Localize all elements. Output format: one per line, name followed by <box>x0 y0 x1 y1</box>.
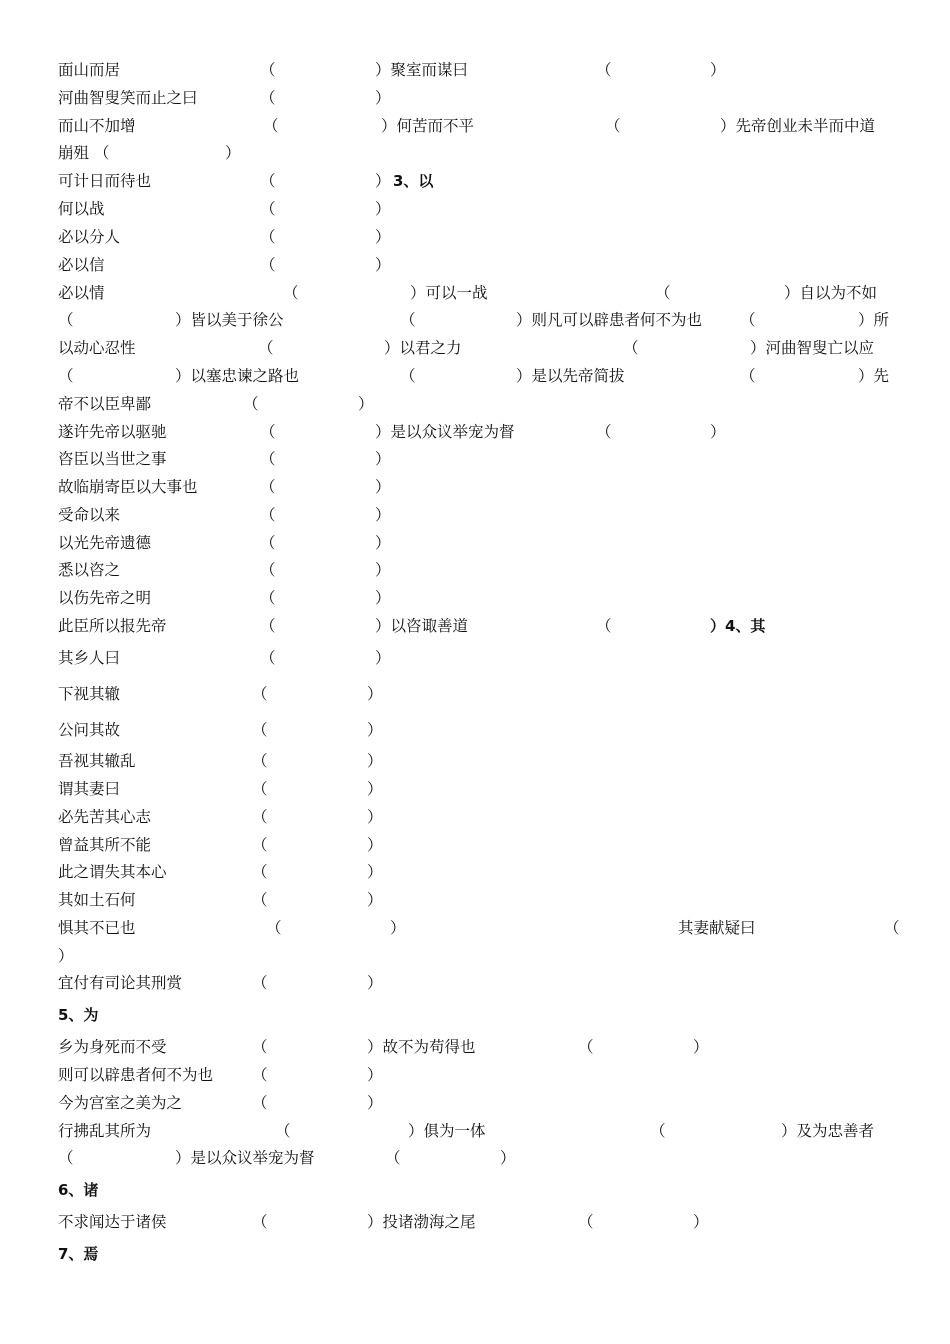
text-fragment: ） <box>375 172 391 190</box>
text-fragment: 必以信 <box>58 256 105 274</box>
text-fragment: 故临崩寄臣以大事也 <box>58 478 198 496</box>
text-fragment: ） <box>375 478 391 496</box>
text-fragment: （ <box>252 974 268 992</box>
text-fragment: 以光先帝遗德 <box>58 534 152 552</box>
text-fragment: 吾视其辙乱 <box>58 752 136 770</box>
text-fragment: 面山而居 <box>58 61 121 79</box>
text-fragment: ） <box>367 721 383 739</box>
text-fragment: （ <box>252 1038 268 1056</box>
text-fragment: （ <box>596 617 612 635</box>
text-fragment: （ <box>385 1149 401 1167</box>
text-fragment: （ <box>596 61 612 79</box>
text-fragment: 公问其故 <box>58 721 121 739</box>
section-heading: 6、诸 <box>58 1181 99 1199</box>
text-fragment: （ <box>260 423 276 441</box>
text-fragment: （ <box>884 919 900 937</box>
text-fragment: ） <box>58 947 74 965</box>
text-fragment: ） <box>693 1038 709 1056</box>
text-fragment: ） <box>375 506 391 524</box>
text-fragment: ） <box>375 89 391 107</box>
text-fragment: （ <box>58 311 74 329</box>
text-fragment: 帝不以臣卑鄙 <box>58 395 152 413</box>
text-fragment: ）河曲智叟亡以应 <box>750 339 875 357</box>
text-fragment: 其乡人曰 <box>58 649 121 667</box>
text-fragment: ）所 <box>858 311 890 329</box>
text-fragment: ） <box>375 228 391 246</box>
text-fragment: （ <box>596 423 612 441</box>
text-fragment: 必以分人 <box>58 228 121 246</box>
text-fragment: （ <box>260 450 276 468</box>
text-fragment: 此臣所以报先帝 <box>58 617 167 635</box>
text-fragment: （ <box>252 808 268 826</box>
text-fragment: （ <box>655 284 671 302</box>
text-fragment: ）以君之力 <box>384 339 462 357</box>
text-fragment: （ <box>58 1149 74 1167</box>
text-fragment: 宜付有司论其刑赏 <box>58 974 183 992</box>
text-fragment: ） <box>375 200 391 218</box>
text-fragment: （ <box>260 589 276 607</box>
text-fragment: ）及为忠善者 <box>781 1122 875 1140</box>
text-fragment: （ <box>252 1066 268 1084</box>
text-fragment: 今为宫室之美为之 <box>58 1094 183 1112</box>
text-fragment: ） <box>710 61 726 79</box>
text-fragment: （ <box>260 617 276 635</box>
text-fragment: ） <box>500 1149 516 1167</box>
text-fragment: ） <box>367 891 383 909</box>
text-fragment: 此之谓失其本心 <box>58 863 167 881</box>
text-fragment: 下视其辙 <box>58 685 121 703</box>
text-fragment: （ <box>400 311 416 329</box>
text-fragment: 行拂乱其所为 <box>58 1122 152 1140</box>
text-fragment: （ <box>252 1213 268 1231</box>
text-fragment: 以伤先帝之明 <box>58 589 152 607</box>
section-heading: 7、焉 <box>58 1245 99 1263</box>
text-fragment: （ <box>252 752 268 770</box>
text-fragment: （ <box>740 311 756 329</box>
text-fragment: 其如土石何 <box>58 891 136 909</box>
text-fragment: ）以塞忠谏之路也 <box>175 367 300 385</box>
section-heading: ）4、其 <box>710 617 766 635</box>
text-fragment: （ <box>260 200 276 218</box>
text-fragment: （ <box>260 228 276 246</box>
text-fragment: ）可以一战 <box>410 284 488 302</box>
text-fragment: 必先苦其心志 <box>58 808 152 826</box>
text-fragment: ） <box>367 1094 383 1112</box>
text-fragment: ）俱为一体 <box>408 1122 486 1140</box>
section-heading: 5、为 <box>58 1006 99 1024</box>
text-fragment: ） <box>375 589 391 607</box>
text-fragment: （ <box>252 721 268 739</box>
text-fragment: ） <box>367 836 383 854</box>
text-fragment: ） <box>367 685 383 703</box>
text-fragment: ） <box>367 780 383 798</box>
text-fragment: ） <box>367 974 383 992</box>
text-fragment: ） <box>375 450 391 468</box>
text-fragment: （ <box>260 506 276 524</box>
text-fragment: ）聚室而谋曰 <box>375 61 469 79</box>
text-fragment: ）则凡可以辟患者何不为也 <box>516 311 703 329</box>
text-fragment: ） <box>367 808 383 826</box>
text-fragment: 乡为身死而不受 <box>58 1038 167 1056</box>
text-fragment: ）是以众议举宠为督 <box>375 423 515 441</box>
text-fragment: （ <box>275 1122 291 1140</box>
text-fragment: 其妻献疑曰 <box>678 919 756 937</box>
text-fragment: ） <box>390 919 406 937</box>
text-fragment: （ <box>260 561 276 579</box>
text-fragment: （ <box>260 256 276 274</box>
text-fragment: （ <box>605 117 621 135</box>
text-fragment: （ <box>578 1038 594 1056</box>
text-fragment: ）以咨诹善道 <box>375 617 469 635</box>
text-fragment: ） <box>367 863 383 881</box>
text-fragment: （ <box>58 367 74 385</box>
text-fragment: ）是以先帝简拔 <box>516 367 625 385</box>
text-fragment: （ <box>252 836 268 854</box>
section-heading: 3、以 <box>393 172 434 190</box>
text-fragment: 悉以咨之 <box>58 561 121 579</box>
text-fragment: 遂许先帝以驱驰 <box>58 423 167 441</box>
text-fragment: （ <box>263 117 279 135</box>
text-fragment: 则可以辟患者何不为也 <box>58 1066 214 1084</box>
text-fragment: （ <box>243 395 259 413</box>
text-fragment: （ <box>252 863 268 881</box>
text-fragment: ）先 <box>858 367 890 385</box>
text-fragment: 曾益其所不能 <box>58 836 152 854</box>
text-fragment: ）自以为不如 <box>784 284 878 302</box>
text-fragment: 河曲智叟笑而止之曰 <box>58 89 198 107</box>
text-fragment: 必以情 <box>58 284 105 302</box>
text-fragment: ） <box>367 752 383 770</box>
text-fragment: ）皆以美于徐公 <box>175 311 284 329</box>
text-fragment: （ <box>260 649 276 667</box>
text-fragment: 受命以来 <box>58 506 121 524</box>
text-fragment: （ <box>260 61 276 79</box>
text-fragment: ） <box>375 534 391 552</box>
text-fragment: （ <box>260 478 276 496</box>
text-fragment: ） <box>710 423 726 441</box>
text-fragment: （ <box>258 339 274 357</box>
text-fragment: ）何苦而不平 <box>381 117 475 135</box>
text-fragment: ）故不为苟得也 <box>367 1038 476 1056</box>
text-fragment: ）是以众议举宠为督 <box>175 1149 315 1167</box>
text-fragment: ） <box>375 649 391 667</box>
text-fragment: ） <box>375 561 391 579</box>
text-fragment: （ <box>578 1213 594 1231</box>
text-fragment: （ <box>623 339 639 357</box>
text-fragment: ） <box>375 256 391 274</box>
text-fragment: （ <box>260 534 276 552</box>
text-fragment: （ <box>283 284 299 302</box>
text-fragment: 而山不加增 <box>58 117 136 135</box>
text-fragment: ）投诸渤海之尾 <box>367 1213 476 1231</box>
text-fragment: （ <box>266 919 282 937</box>
text-fragment: （ <box>400 367 416 385</box>
text-fragment: ） <box>367 1066 383 1084</box>
text-fragment: （ <box>260 89 276 107</box>
text-fragment: 咨臣以当世之事 <box>58 450 167 468</box>
text-fragment: 崩殂 （ <box>58 144 110 162</box>
text-fragment: 何以战 <box>58 200 105 218</box>
text-fragment: 谓其妻曰 <box>58 780 121 798</box>
text-fragment: （ <box>740 367 756 385</box>
text-fragment: 可计日而待也 <box>58 172 152 190</box>
text-fragment: （ <box>252 780 268 798</box>
text-fragment: （ <box>650 1122 666 1140</box>
text-fragment: （ <box>252 891 268 909</box>
text-fragment: ） <box>358 395 374 413</box>
text-fragment: 不求闻达于诸侯 <box>58 1213 167 1231</box>
text-fragment: （ <box>260 172 276 190</box>
text-fragment: （ <box>252 685 268 703</box>
text-fragment: ）先帝创业未半而中道 <box>720 117 876 135</box>
text-fragment: ） <box>693 1213 709 1231</box>
text-fragment: （ <box>252 1094 268 1112</box>
text-fragment: ） <box>225 144 241 162</box>
text-fragment: 惧其不已也 <box>58 919 136 937</box>
text-fragment: 以动心忍性 <box>58 339 136 357</box>
